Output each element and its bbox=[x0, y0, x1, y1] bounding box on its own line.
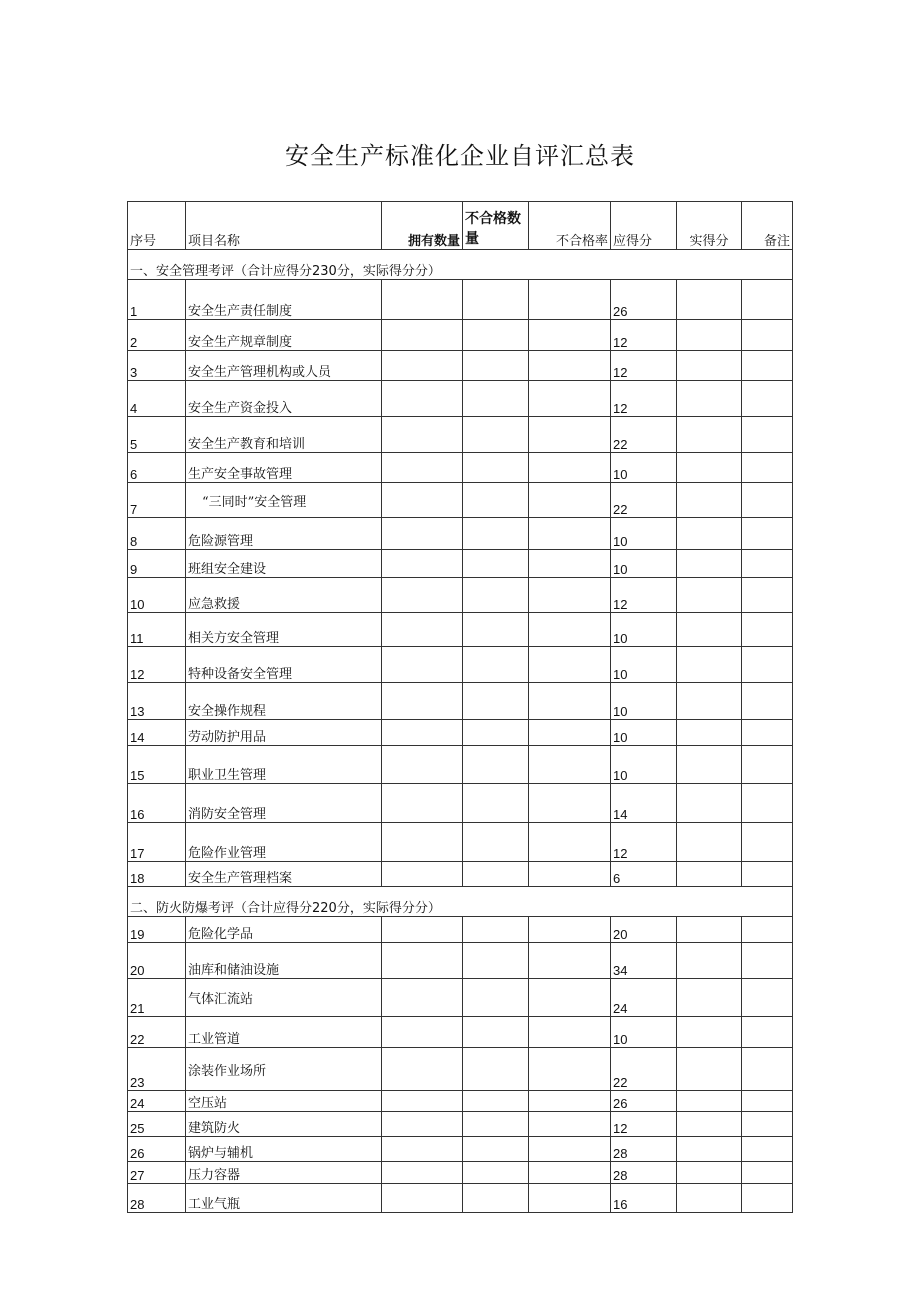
bad-count-cell bbox=[463, 483, 529, 518]
have-count-cell bbox=[382, 1137, 463, 1162]
bad-rate-cell bbox=[529, 613, 611, 647]
table-row bbox=[128, 1048, 793, 1091]
header-due: 应得分 bbox=[611, 202, 677, 250]
row-number: 25 bbox=[128, 1112, 186, 1137]
due-score: 26 bbox=[611, 280, 677, 320]
row-number: 26 bbox=[128, 1137, 186, 1162]
note-cell bbox=[742, 483, 793, 518]
item-name: 安全操作规程 bbox=[186, 683, 382, 720]
have-count-cell bbox=[382, 1112, 463, 1137]
actual-score-cell bbox=[677, 518, 742, 550]
row-number: 27 bbox=[128, 1162, 186, 1184]
due-score: 12 bbox=[611, 578, 677, 613]
actual-score-cell bbox=[677, 1112, 742, 1137]
table-row bbox=[128, 1137, 793, 1162]
header-have: 拥有数量 bbox=[382, 202, 463, 250]
note-cell bbox=[742, 683, 793, 720]
table-row bbox=[128, 483, 793, 518]
bad-count-cell bbox=[463, 550, 529, 578]
have-count-cell bbox=[382, 917, 463, 943]
row-number: 14 bbox=[128, 720, 186, 746]
row-number: 8 bbox=[128, 518, 186, 550]
bad-count-cell bbox=[463, 381, 529, 417]
note-cell bbox=[742, 943, 793, 979]
note-cell bbox=[742, 862, 793, 887]
note-cell bbox=[742, 578, 793, 613]
bad-count-cell bbox=[463, 351, 529, 381]
bad-rate-cell bbox=[529, 1048, 611, 1091]
bad-rate-cell bbox=[529, 1017, 611, 1048]
row-number: 5 bbox=[128, 417, 186, 453]
actual-score-cell bbox=[677, 784, 742, 823]
bad-rate-cell bbox=[529, 784, 611, 823]
actual-score-cell bbox=[677, 351, 742, 381]
bad-count-cell bbox=[463, 1091, 529, 1112]
section-title: 一、安全管理考评（合计应得分230分，实际得分分） bbox=[128, 250, 793, 280]
item-name: 危险源管理 bbox=[186, 518, 382, 550]
note-cell bbox=[742, 1162, 793, 1184]
have-count-cell bbox=[382, 1017, 463, 1048]
bad-count-cell bbox=[463, 1112, 529, 1137]
due-score: 16 bbox=[611, 1184, 677, 1213]
due-score: 10 bbox=[611, 550, 677, 578]
due-score: 14 bbox=[611, 784, 677, 823]
bad-count-cell bbox=[463, 979, 529, 1017]
due-score: 24 bbox=[611, 979, 677, 1017]
have-count-cell bbox=[382, 979, 463, 1017]
bad-count-cell bbox=[463, 647, 529, 683]
table-row bbox=[128, 518, 793, 550]
table-row bbox=[128, 381, 793, 417]
actual-score-cell bbox=[677, 647, 742, 683]
row-number: 3 bbox=[128, 351, 186, 381]
due-score: 12 bbox=[611, 351, 677, 381]
bad-rate-cell bbox=[529, 1184, 611, 1213]
bad-rate-cell bbox=[529, 320, 611, 351]
due-score: 12 bbox=[611, 381, 677, 417]
actual-score-cell bbox=[677, 280, 742, 320]
table-row bbox=[128, 578, 793, 613]
bad-rate-cell bbox=[529, 823, 611, 862]
row-number: 17 bbox=[128, 823, 186, 862]
item-name: “三同时”安全管理 bbox=[186, 483, 382, 518]
table-row bbox=[128, 979, 793, 1017]
note-cell bbox=[742, 784, 793, 823]
row-number: 18 bbox=[128, 862, 186, 887]
note-cell bbox=[742, 550, 793, 578]
have-count-cell bbox=[382, 417, 463, 453]
have-count-cell bbox=[382, 683, 463, 720]
due-score: 10 bbox=[611, 720, 677, 746]
have-count-cell bbox=[382, 862, 463, 887]
due-score: 12 bbox=[611, 1112, 677, 1137]
bad-count-cell bbox=[463, 823, 529, 862]
bad-rate-cell bbox=[529, 381, 611, 417]
bad-rate-cell bbox=[529, 1091, 611, 1112]
row-number: 22 bbox=[128, 1017, 186, 1048]
have-count-cell bbox=[382, 647, 463, 683]
have-count-cell bbox=[382, 613, 463, 647]
row-number: 24 bbox=[128, 1091, 186, 1112]
bad-rate-cell bbox=[529, 647, 611, 683]
bad-rate-cell bbox=[529, 1162, 611, 1184]
due-score: 10 bbox=[611, 453, 677, 483]
have-count-cell bbox=[382, 943, 463, 979]
header-bad-rate: 不合格率 bbox=[529, 202, 611, 250]
actual-score-cell bbox=[677, 823, 742, 862]
header-note: 备注 bbox=[742, 202, 793, 250]
row-number: 15 bbox=[128, 746, 186, 784]
bad-count-cell bbox=[463, 1137, 529, 1162]
actual-score-cell bbox=[677, 381, 742, 417]
due-score: 10 bbox=[611, 647, 677, 683]
due-score: 10 bbox=[611, 683, 677, 720]
bad-rate-cell bbox=[529, 351, 611, 381]
row-number: 2 bbox=[128, 320, 186, 351]
have-count-cell bbox=[382, 351, 463, 381]
actual-score-cell bbox=[677, 417, 742, 453]
bad-rate-cell bbox=[529, 578, 611, 613]
bad-rate-cell bbox=[529, 683, 611, 720]
note-cell bbox=[742, 280, 793, 320]
have-count-cell bbox=[382, 784, 463, 823]
table-row bbox=[128, 1184, 793, 1213]
item-name: 安全生产责任制度 bbox=[186, 280, 382, 320]
note-cell bbox=[742, 1184, 793, 1213]
bad-count-cell bbox=[463, 453, 529, 483]
have-count-cell bbox=[382, 550, 463, 578]
have-count-cell bbox=[382, 1048, 463, 1091]
note-cell bbox=[742, 746, 793, 784]
row-number: 16 bbox=[128, 784, 186, 823]
actual-score-cell bbox=[677, 550, 742, 578]
actual-score-cell bbox=[677, 320, 742, 351]
actual-score-cell bbox=[677, 1017, 742, 1048]
bad-rate-cell bbox=[529, 1137, 611, 1162]
due-score: 10 bbox=[611, 518, 677, 550]
have-count-cell bbox=[382, 1091, 463, 1112]
note-cell bbox=[742, 453, 793, 483]
note-cell bbox=[742, 613, 793, 647]
have-count-cell bbox=[382, 381, 463, 417]
actual-score-cell bbox=[677, 720, 742, 746]
have-count-cell bbox=[382, 720, 463, 746]
bad-rate-cell bbox=[529, 917, 611, 943]
due-score: 12 bbox=[611, 823, 677, 862]
bad-count-cell bbox=[463, 518, 529, 550]
section-title: 二、防火防爆考评（合计应得分220分，实际得分分） bbox=[128, 887, 793, 917]
bad-count-cell bbox=[463, 1184, 529, 1213]
item-name: 油库和储油设施 bbox=[186, 943, 382, 979]
note-cell bbox=[742, 1137, 793, 1162]
note-cell bbox=[742, 351, 793, 381]
actual-score-cell bbox=[677, 483, 742, 518]
table-row bbox=[128, 917, 793, 943]
actual-score-cell bbox=[677, 683, 742, 720]
item-name: 相关方安全管理 bbox=[186, 613, 382, 647]
actual-score-cell bbox=[677, 613, 742, 647]
bad-count-cell bbox=[463, 417, 529, 453]
bad-count-cell bbox=[463, 862, 529, 887]
note-cell bbox=[742, 1091, 793, 1112]
item-name: 锅炉与辅机 bbox=[186, 1137, 382, 1162]
page-title: 安全生产标准化企业自评汇总表 bbox=[285, 142, 635, 170]
bad-count-cell bbox=[463, 1162, 529, 1184]
row-number: 20 bbox=[128, 943, 186, 979]
have-count-cell bbox=[382, 578, 463, 613]
table-row bbox=[128, 550, 793, 578]
due-score: 10 bbox=[611, 613, 677, 647]
due-score: 20 bbox=[611, 917, 677, 943]
row-number: 19 bbox=[128, 917, 186, 943]
bad-count-cell bbox=[463, 720, 529, 746]
bad-count-cell bbox=[463, 943, 529, 979]
bad-count-cell bbox=[463, 320, 529, 351]
bad-rate-cell bbox=[529, 1112, 611, 1137]
table-row bbox=[128, 1162, 793, 1184]
have-count-cell bbox=[382, 483, 463, 518]
bad-count-cell bbox=[463, 683, 529, 720]
bad-rate-cell bbox=[529, 518, 611, 550]
table-row bbox=[128, 1017, 793, 1048]
due-score: 10 bbox=[611, 1017, 677, 1048]
item-name: 应急救援 bbox=[186, 578, 382, 613]
note-cell bbox=[742, 320, 793, 351]
have-count-cell bbox=[382, 453, 463, 483]
item-name: 消防安全管理 bbox=[186, 784, 382, 823]
have-count-cell bbox=[382, 1184, 463, 1213]
table-row bbox=[128, 1091, 793, 1112]
table-row bbox=[128, 351, 793, 381]
table-row bbox=[128, 1112, 793, 1137]
item-name: 涂装作业场所 bbox=[186, 1048, 382, 1091]
item-name: 生产安全事故管理 bbox=[186, 453, 382, 483]
note-cell bbox=[742, 647, 793, 683]
item-name: 工业气瓶 bbox=[186, 1184, 382, 1213]
bad-rate-cell bbox=[529, 417, 611, 453]
bad-count-cell bbox=[463, 578, 529, 613]
have-count-cell bbox=[382, 1162, 463, 1184]
have-count-cell bbox=[382, 746, 463, 784]
note-cell bbox=[742, 917, 793, 943]
row-number: 23 bbox=[128, 1048, 186, 1091]
item-name: 危险化学品 bbox=[186, 917, 382, 943]
due-score: 22 bbox=[611, 483, 677, 518]
note-cell bbox=[742, 1017, 793, 1048]
bad-count-cell bbox=[463, 784, 529, 823]
table-row bbox=[128, 784, 793, 823]
row-number: 10 bbox=[128, 578, 186, 613]
row-number: 7 bbox=[128, 483, 186, 518]
item-name: 安全生产教育和培训 bbox=[186, 417, 382, 453]
note-cell bbox=[742, 720, 793, 746]
due-score: 12 bbox=[611, 320, 677, 351]
item-name: 建筑防火 bbox=[186, 1112, 382, 1137]
item-name: 安全生产资金投入 bbox=[186, 381, 382, 417]
note-cell bbox=[742, 417, 793, 453]
header-name: 项目名称 bbox=[186, 202, 382, 250]
actual-score-cell bbox=[677, 943, 742, 979]
have-count-cell bbox=[382, 320, 463, 351]
due-score: 26 bbox=[611, 1091, 677, 1112]
bad-rate-cell bbox=[529, 746, 611, 784]
header-row bbox=[128, 202, 793, 250]
bad-rate-cell bbox=[529, 453, 611, 483]
section-row bbox=[128, 887, 793, 917]
row-number: 11 bbox=[128, 613, 186, 647]
bad-count-cell bbox=[463, 746, 529, 784]
row-number: 9 bbox=[128, 550, 186, 578]
actual-score-cell bbox=[677, 1162, 742, 1184]
bad-count-cell bbox=[463, 613, 529, 647]
item-name: 气体汇流站 bbox=[186, 979, 382, 1017]
actual-score-cell bbox=[677, 862, 742, 887]
table-row bbox=[128, 320, 793, 351]
table-row bbox=[128, 453, 793, 483]
item-name: 危险作业管理 bbox=[186, 823, 382, 862]
note-cell bbox=[742, 518, 793, 550]
item-name: 特种设备安全管理 bbox=[186, 647, 382, 683]
row-number: 1 bbox=[128, 280, 186, 320]
note-cell bbox=[742, 823, 793, 862]
actual-score-cell bbox=[677, 1048, 742, 1091]
table-row bbox=[128, 417, 793, 453]
actual-score-cell bbox=[677, 979, 742, 1017]
have-count-cell bbox=[382, 823, 463, 862]
due-score: 22 bbox=[611, 417, 677, 453]
table-row bbox=[128, 647, 793, 683]
table-row bbox=[128, 823, 793, 862]
note-cell bbox=[742, 1048, 793, 1091]
bad-count-cell bbox=[463, 917, 529, 943]
section-row bbox=[128, 250, 793, 280]
actual-score-cell bbox=[677, 917, 742, 943]
table-row bbox=[128, 720, 793, 746]
have-count-cell bbox=[382, 280, 463, 320]
actual-score-cell bbox=[677, 453, 742, 483]
due-score: 22 bbox=[611, 1048, 677, 1091]
table-row bbox=[128, 746, 793, 784]
row-number: 12 bbox=[128, 647, 186, 683]
actual-score-cell bbox=[677, 1137, 742, 1162]
actual-score-cell bbox=[677, 1184, 742, 1213]
summary-table bbox=[127, 201, 793, 1213]
item-name: 安全生产规章制度 bbox=[186, 320, 382, 351]
table-row bbox=[128, 613, 793, 647]
table-row bbox=[128, 943, 793, 979]
item-name: 劳动防护用品 bbox=[186, 720, 382, 746]
row-number: 21 bbox=[128, 979, 186, 1017]
bad-rate-cell bbox=[529, 979, 611, 1017]
header-seq: 序号 bbox=[128, 202, 186, 250]
item-name: 工业管道 bbox=[186, 1017, 382, 1048]
note-cell bbox=[742, 381, 793, 417]
item-name: 安全生产管理档案 bbox=[186, 862, 382, 887]
bad-rate-cell bbox=[529, 720, 611, 746]
bad-count-cell bbox=[463, 1017, 529, 1048]
bad-count-cell bbox=[463, 280, 529, 320]
bad-rate-cell bbox=[529, 280, 611, 320]
note-cell bbox=[742, 1112, 793, 1137]
row-number: 4 bbox=[128, 381, 186, 417]
note-cell bbox=[742, 979, 793, 1017]
item-name: 职业卫生管理 bbox=[186, 746, 382, 784]
row-number: 13 bbox=[128, 683, 186, 720]
due-score: 10 bbox=[611, 746, 677, 784]
header-bad-count: 不合格数量 bbox=[463, 202, 529, 250]
due-score: 28 bbox=[611, 1137, 677, 1162]
item-name: 安全生产管理机构或人员 bbox=[186, 351, 382, 381]
header-actual: 实得分 bbox=[677, 202, 742, 250]
due-score: 28 bbox=[611, 1162, 677, 1184]
due-score: 6 bbox=[611, 862, 677, 887]
bad-rate-cell bbox=[529, 483, 611, 518]
have-count-cell bbox=[382, 518, 463, 550]
actual-score-cell bbox=[677, 578, 742, 613]
item-name: 空压站 bbox=[186, 1091, 382, 1112]
bad-rate-cell bbox=[529, 862, 611, 887]
table-row bbox=[128, 862, 793, 887]
row-number: 28 bbox=[128, 1184, 186, 1213]
bad-rate-cell bbox=[529, 943, 611, 979]
item-name: 班组安全建设 bbox=[186, 550, 382, 578]
table-row bbox=[128, 683, 793, 720]
table-row bbox=[128, 280, 793, 320]
bad-rate-cell bbox=[529, 550, 611, 578]
item-name: 压力容器 bbox=[186, 1162, 382, 1184]
due-score: 34 bbox=[611, 943, 677, 979]
row-number: 6 bbox=[128, 453, 186, 483]
actual-score-cell bbox=[677, 746, 742, 784]
actual-score-cell bbox=[677, 1091, 742, 1112]
bad-count-cell bbox=[463, 1048, 529, 1091]
